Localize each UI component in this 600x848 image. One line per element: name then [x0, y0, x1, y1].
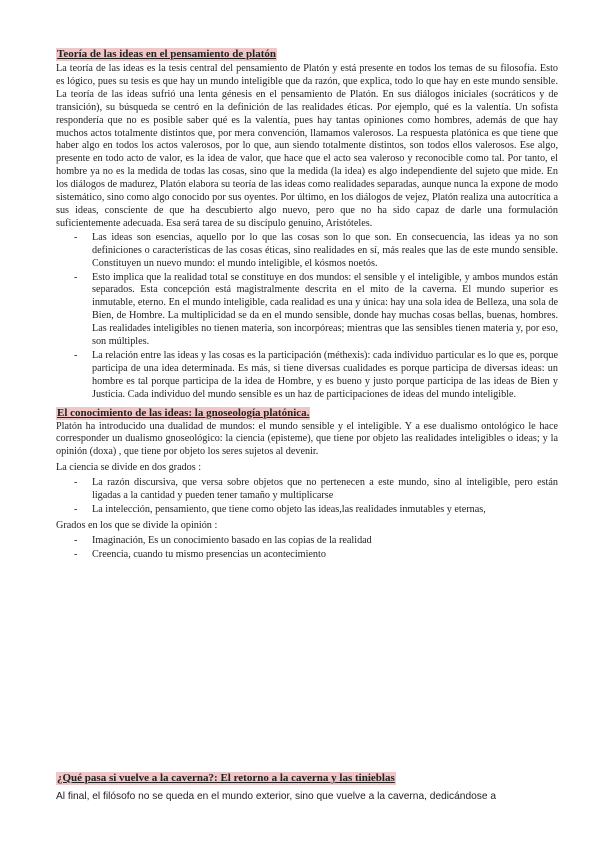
list-item: - La intelección, pensamiento, que tiene como objeto las ideas,las realidades inmutables y eternas, — [92, 504, 558, 517]
list-item: - Imaginación, Es un conocimiento basado en las copias de la realidad — [92, 535, 558, 548]
list-item: - Las ideas son esencias, aquello por lo que las cosas son lo que son. En consecuencia, las ideas ya no son definiciones o características de las cosas éticas, sino realidades en sí, más reales que las de este mundo sensible. Constituyen un nuevo mundo: el mundo inteligible, el kósmos noetós. — [92, 232, 558, 271]
section-heading-cave: ¿Qué pasa si vuelve a la caverna?: El retorno a la caverna y las tinieblas — [57, 772, 395, 784]
section-theory — [56, 44, 558, 402]
list-item: - La relación entre las ideas y las cosas es la participación (méthexis): cada individuo particular es lo que es, porque participa de una idea determinada. Es más, si tiene diversas cualidades es porque participa de diversas ideas: un hombre es tal porque participa de la idea de Hombre, y es bueno y justo porque participa de las ideas de Bien y Justicia. Cada individuo del mundo sensible es un haz de participaciones de ideas del mundo inteligible. — [92, 350, 558, 402]
theory-bullet-list — [56, 232, 558, 402]
opinion-intro: Grados en los que se divide la opinión : — [56, 519, 218, 531]
science-list — [56, 477, 558, 517]
section-heading-theory: Teoría de las ideas en el pensamiento de platón — [57, 48, 276, 60]
list-item: - La razón discursiva, que versa sobre objetos que no pertenecen a este mundo, sino al inteligible, pero están ligadas a la cantidad y pueden tener tamaño y multiplicarse — [92, 477, 558, 503]
gnoseology-paragraph: Platón ha introducido una dualidad de mundos: el mundo sensible y el inteligible. Y a ese dualismo ontológico le hace corresponder un dualismo gnoseológico: la ciencia (episteme), que tiene por objeto las realidades inteligibles o ideas; y la opinión (doxa) , que tiene por objeto los seres sujetos al devenir. — [56, 420, 558, 458]
science-intro: La ciencia se divide en dos grados : — [56, 462, 202, 474]
section-gnoseology — [56, 403, 558, 562]
opinion-list — [56, 535, 558, 562]
theory-paragraph: La teoría de las ideas es la tesis central del pensamiento de Platón y está presente en todos los temas de su filosofía. Esto es lógico, pues su tesis es que hay un mundo inteligible que da razón, que explica, todo lo que hay en este mundo sensible. La teoría de las ideas sufrió una lenta génesis en el pensamiento de Platón. En sus diálogos iniciales (socráticos y de transición), su búsqueda se centró en la definición de las realidades éticas. Por ejemplo, qué es la valentía. Un sofista respondería que no es posible saber qué es la valentía, pues hay tantas opiniones como hombres, además de que hay muchos actos totalmente distintos que, por mera convención, llamamos valerosos. La respuesta platónica es que tiene que haber algo en todos los actos valerosos, por lo que, aun siendo totalmente distintos, son todos ellos valerosos. Ese algo, presente en todo acto de valor, es la idea de valor, que hace que el acto sea valeroso y reconocible como tal. Por tanto, el hombre ya no es la medida de todas las cosas, sino que la medida (la idea) es algo independiente del sujeto que mide. En los diálogos de madurez, Platón elabora su teoría de las ideas como realidades separadas, aunque nunca la expone de modo sistemático, sino como algo conocido por sus oyentes. Por último, en los diálogos de vejez, Platón realiza una autocrítica a sus ideas, consciente de que ha descubierto algo nuevo, pero que no ha sido capaz de darle una formulación suficientemente adecuada. Esa será tarea de su discípulo genuino, Aristóteles. — [56, 63, 558, 229]
list-item: - Esto implica que la realidad total se constituye en dos mundos: el sensible y el inteligible, y ambos mundos están separados. Esta concepción está magistralmente descrita en el mito de la caverna. El mundo superior es inmutable, eterno. En el mundo inteligible, cada realidad es una y única: hay una sola idea de Belleza, una sola de Bien, de Hombre. La multiplicidad se da en el mundo sensible, donde hay muchas cosas bellas, buenas, hombres. Las realidades inteligibles no tienen materia, son incorpóreas; mientras que las sensibles tienen materia y, por eso, son múltiples. — [92, 272, 558, 349]
section-heading-gnoseology: El conocimiento de las ideas: la gnoseología platónica. — [57, 406, 310, 419]
section-cave — [56, 768, 558, 803]
list-item: - Creencia, cuando tu mismo presencias un acontecimiento — [92, 549, 558, 562]
cave-paragraph: Al final, el filósofo no se queda en el mundo exterior, sino que vuelve a la caverna, dedicándose a — [56, 791, 497, 802]
